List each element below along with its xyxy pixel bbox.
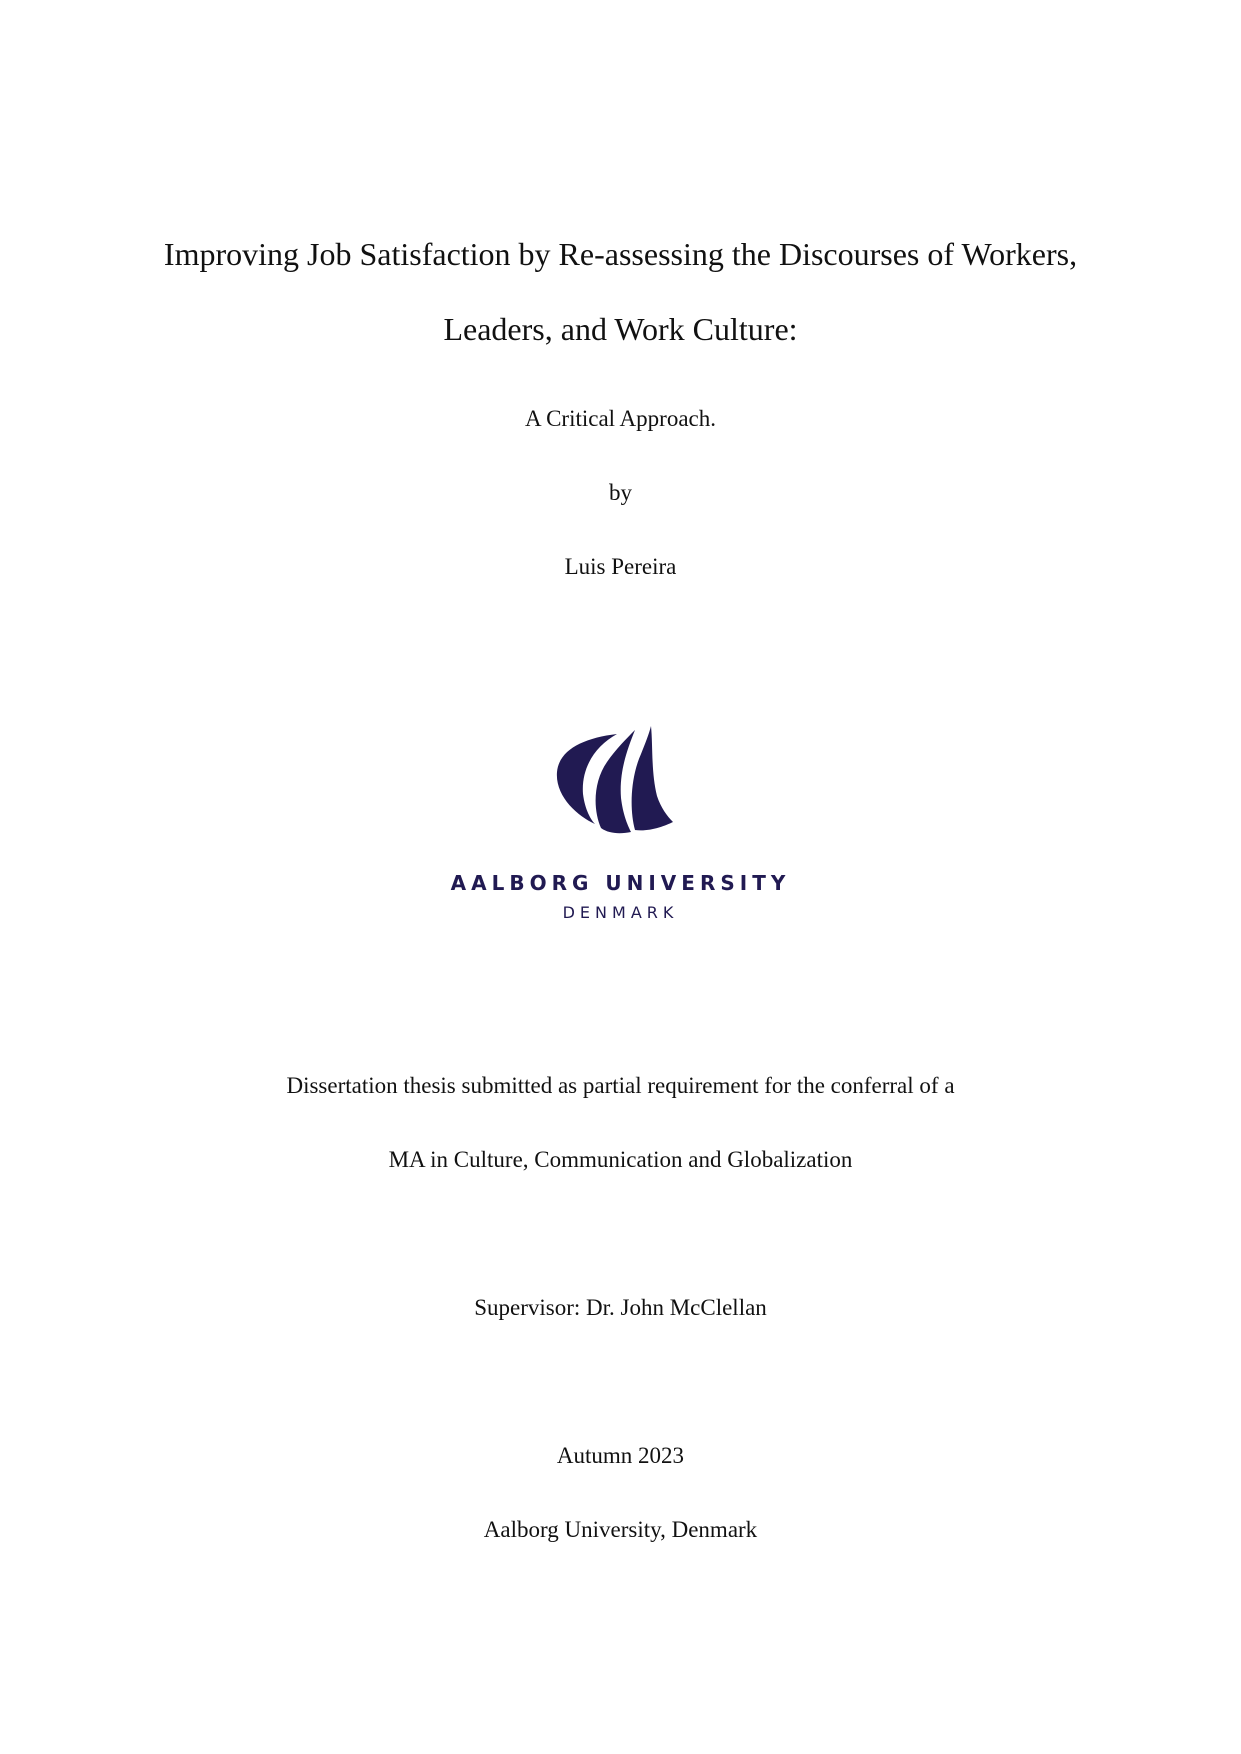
logo-wordmark: AALBORG UNIVERSITY xyxy=(450,871,791,895)
institution: Aalborg University, Denmark xyxy=(483,1517,758,1542)
supervisor: Supervisor: Dr. John McClellan xyxy=(474,1295,767,1320)
author-name: Luis Pereira xyxy=(564,554,677,579)
thesis-title-line-1: Improving Job Satisfaction by Re-assessing the Discourses of Workers, xyxy=(163,236,1078,272)
thesis-title-line-2: Leaders, and Work Culture: xyxy=(443,311,798,347)
university-logo xyxy=(0,720,1241,930)
logo-country: DENMARK xyxy=(562,903,679,922)
thesis-subtitle: A Critical Approach. xyxy=(525,406,716,431)
submission-date: Autumn 2023 xyxy=(556,1443,685,1468)
by-label: by xyxy=(609,480,632,505)
aalborg-university-logo-icon xyxy=(555,720,675,838)
submission-statement-line-1: Dissertation thesis submitted as partial requirement for the conferral of a xyxy=(286,1073,955,1098)
submission-statement-line-2: MA in Culture, Communication and Globalization xyxy=(388,1147,853,1172)
